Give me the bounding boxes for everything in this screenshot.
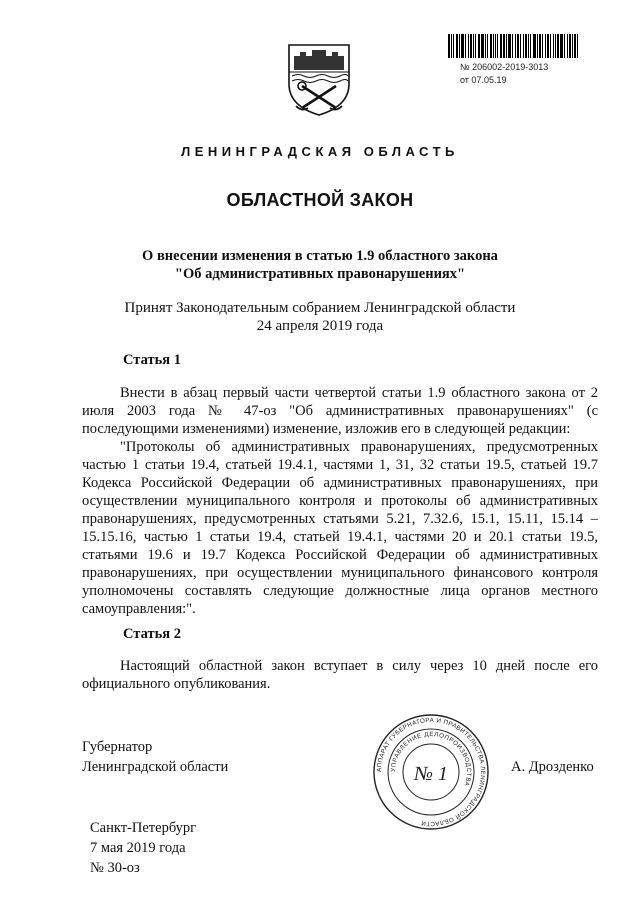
- barcode-bar: [572, 34, 573, 58]
- barcode-bar: [515, 34, 516, 58]
- barcode-bar: [478, 34, 480, 58]
- barcode-bar: [553, 34, 554, 58]
- article-1-paragraph-2: "Протоколы об административных правонарушениях, предусмотренных частью 1 статьи 19.4, статьей 19.4.1, частями 1, 31, 32 статьи 19.5, статьей 19.7 Кодекса Российской Федерации об административных правонарушениях, при осуществлении муниципального контроля и протоколы об административных правонарушениях, предусмотренных статьями 5.21, 7.32.6, 15.1, 15.11, 15.14 – 15.15.16, частью 1 статьи 19.4, статьей 19.4.1, частями 20 и 20.1 статьи 19.5, статьями 19.6 и 19.7 Кодекса Российской Федерации об административных правонарушениях, при осуществлении муниципального финансового контроля уполномочены составлять следующие должностные лица органов местного самоуправления:".: [82, 439, 598, 617]
- barcode-bar: [451, 34, 452, 58]
- barcode-bar: [567, 34, 568, 58]
- barcode-bar: [495, 34, 496, 58]
- stamp-number: № 1: [414, 763, 448, 785]
- barcode-bar: [569, 34, 571, 58]
- article-2-paragraph-1: Настоящий областной закон вступает в силу через 10 дней после его официального опубликования.: [82, 658, 598, 692]
- law-type-heading: ОБЛАСТНОЙ ЗАКОН: [226, 190, 414, 210]
- barcode-bar: [550, 34, 551, 58]
- barcode-bar: [468, 34, 469, 58]
- registration-number: № 206002-2019-3013: [460, 62, 549, 72]
- barcode-bar: [539, 34, 541, 58]
- barcode-bar: [465, 34, 466, 58]
- stamp-inner-text: УПРАВЛЕНИЕ ДЕЛОПРОИЗВОДСТВА: [389, 730, 473, 788]
- law-title-line-2: "Об административных правонарушениях": [174, 266, 466, 282]
- barcode-bar: [470, 34, 472, 58]
- barcode-bar: [487, 34, 488, 58]
- barcode-bar: [528, 34, 529, 58]
- barcode-bar: [448, 34, 450, 58]
- barcode-bar: [481, 34, 484, 58]
- adopted-by-line: Принят Законодательным собранием Ленинградской области: [124, 300, 516, 316]
- barcode-bar: [512, 34, 513, 58]
- barcode-bar: [503, 34, 505, 58]
- barcode-bar: [453, 34, 454, 58]
- barcode-bar: [577, 34, 578, 58]
- barcode-bar: [533, 34, 536, 58]
- signatory-title: Губернатор: [82, 739, 153, 755]
- signatory-position: [82, 737, 228, 777]
- barcode-bar: [485, 34, 486, 58]
- barcode-bar: [493, 34, 494, 58]
- place-block: [90, 818, 196, 878]
- adopted-date-line: 24 апреля 2019 года: [256, 318, 384, 334]
- barcode-bar: [542, 34, 543, 58]
- barcode-bar: [475, 34, 476, 58]
- registration-date: от 07.05.19: [460, 75, 507, 85]
- barcode-bar: [537, 34, 538, 58]
- barcode-bar: [545, 34, 546, 58]
- barcode-bar: [456, 34, 458, 58]
- barcode-bar: [500, 34, 502, 58]
- barcode-bar: [557, 34, 559, 58]
- registration-barcode: [448, 34, 598, 58]
- barcode-bar: [459, 34, 460, 58]
- place-date: 7 мая 2019 года: [90, 840, 186, 856]
- barcode-bar: [564, 34, 565, 58]
- coat-of-arms-emblem: [284, 42, 354, 118]
- region-title: ЛЕНИНГРАДСКАЯ ОБЛАСТЬ: [181, 144, 459, 159]
- barcode-bar: [530, 34, 531, 58]
- barcode-bar: [547, 34, 549, 58]
- article-2-heading: Статья 2: [123, 626, 181, 642]
- barcode-bar: [525, 34, 527, 58]
- law-title-line-1: О внесении изменения в статью 1.9 областного закона: [142, 248, 498, 264]
- law-number: № 30-оз: [90, 860, 140, 876]
- barcode-bar: [520, 34, 521, 58]
- barcode-bar: [517, 34, 519, 58]
- stamp-outer-text: АППАРАТ ГУБЕРНАТОРА И ПРАВИТЕЛЬСТВА ЛЕНИНГРАДСКОЙ ОБЛАСТИ: [375, 716, 487, 828]
- barcode-bar: [555, 34, 556, 58]
- signatory-region: Ленинградской области: [82, 759, 229, 775]
- barcode-bar: [473, 34, 474, 58]
- barcode-bar: [490, 34, 492, 58]
- barcode-bar: [506, 34, 507, 58]
- barcode-bar: [461, 34, 464, 58]
- barcode-bar: [523, 34, 524, 58]
- article-1-heading: Статья 1: [123, 352, 181, 368]
- place-city: Санкт-Петербург: [90, 820, 197, 836]
- article-1-paragraph-1: Внести в абзац первый части четвертой статьи 1.9 областного закона от 2 июля 2003 года № 47-оз "Об административных правонарушениях" (с последующими изменениями) изменение, изложив его в следующей редакции:: [82, 385, 598, 437]
- barcode-bar: [497, 34, 498, 58]
- official-stamp: [371, 712, 491, 832]
- signatory-name: А. Дрозденко: [511, 759, 594, 775]
- barcode-bar: [560, 34, 563, 58]
- barcode-bar: [508, 34, 511, 58]
- barcode-bar: [574, 34, 576, 58]
